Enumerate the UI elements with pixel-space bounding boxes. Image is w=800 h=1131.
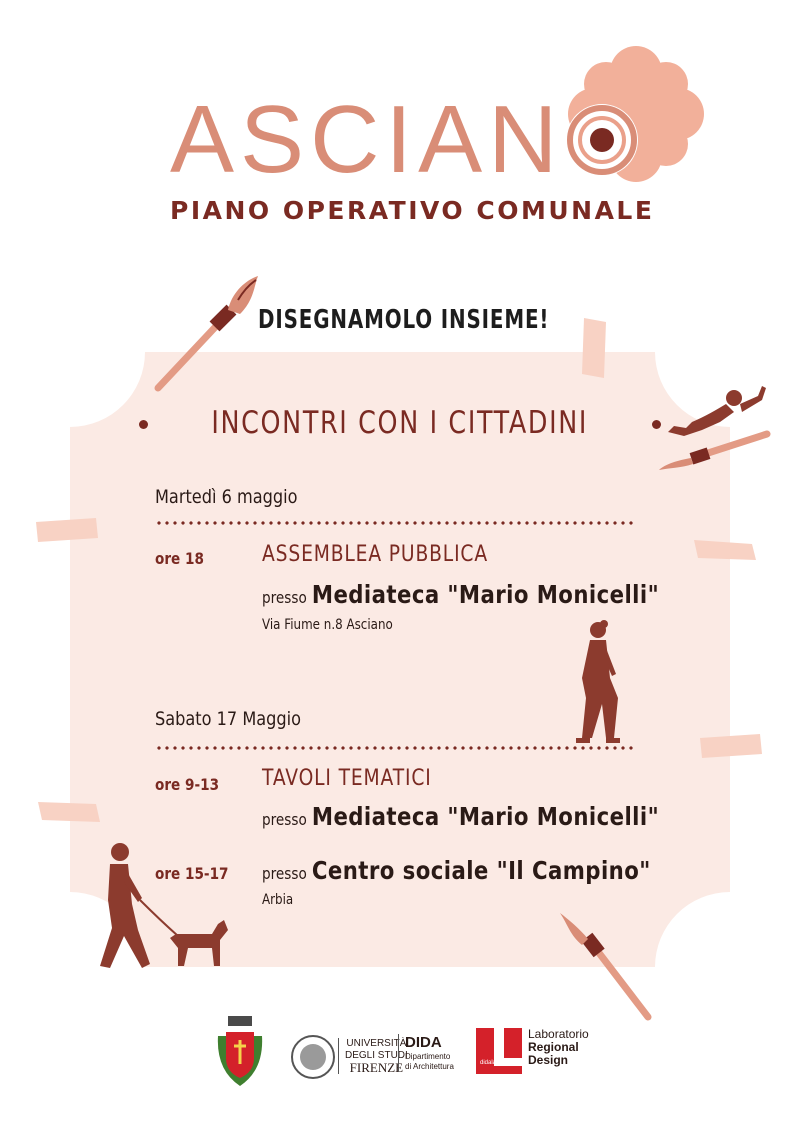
unifi-line: DEGLI STUDI — [345, 1050, 408, 1061]
event-date: Sabato 17 Maggio — [155, 708, 302, 730]
slogan: DISEGNAMOLO INSIEME! — [258, 305, 550, 335]
event-venue — [262, 802, 659, 831]
venue-prefix: presso — [262, 864, 307, 883]
event-address: Via Fiume n.8 Asciano — [262, 617, 393, 633]
tape-decoration — [36, 518, 98, 542]
walking-woman-icon — [566, 618, 626, 753]
lab-logo-icon — [476, 1028, 522, 1074]
page-subtitle: PIANO OPERATIVO COMUNALE — [170, 196, 655, 225]
dida-title: DIDA — [405, 1034, 442, 1051]
event-title: TAVOLI TEMATICI — [262, 766, 432, 791]
paintbrush-icon — [150, 270, 270, 395]
dotted-divider — [155, 746, 635, 750]
event-time: ore 15-17 — [155, 864, 229, 883]
tape-decoration — [700, 734, 762, 758]
page-title: ASCIAN — [170, 86, 564, 193]
dida-sub: di Architettura — [405, 1062, 454, 1071]
man-walking-dog-icon — [80, 840, 230, 972]
venue-prefix: presso — [262, 588, 307, 607]
venue-name: Centro sociale "Il Campino" — [311, 856, 651, 885]
bullet-icon — [139, 420, 148, 429]
bullet-icon — [652, 420, 661, 429]
meetings-heading-text: INCONTRI CON I CITTADINI — [211, 405, 589, 441]
lab-line: Design — [528, 1053, 569, 1067]
tape-decoration — [38, 800, 100, 824]
event-address: Arbia — [262, 892, 294, 908]
venue-name: Mediateca "Mario Monicelli" — [311, 580, 660, 609]
venue-prefix: presso — [262, 810, 307, 829]
university-seal-icon — [290, 1034, 336, 1080]
municipal-crest-icon — [212, 1016, 268, 1088]
dida-logo — [398, 1034, 454, 1072]
event-venue — [262, 580, 659, 609]
dida-sub: Dipartimento — [405, 1052, 451, 1061]
lab-line: Laboratorio — [528, 1027, 589, 1041]
dotted-divider — [155, 521, 635, 525]
partner-logos — [0, 1010, 800, 1110]
venue-name: Mediateca "Mario Monicelli" — [311, 802, 660, 831]
unifi-line: UNIVERSITÀ — [346, 1038, 407, 1049]
lab-text — [528, 1028, 589, 1067]
flower-o-logo — [566, 44, 706, 184]
event-time: ore 18 — [155, 549, 204, 568]
event-title: ASSEMBLEA PUBBLICA — [262, 542, 488, 567]
paintbrush-icon — [558, 905, 658, 1025]
lab-line: Regional — [528, 1040, 579, 1054]
event-date: Martedì 6 maggio — [155, 486, 298, 508]
event-time: ore 9-13 — [155, 775, 220, 794]
lab-small-text: didalabs — [480, 1060, 503, 1066]
meetings-heading — [0, 405, 800, 441]
tape-decoration — [694, 538, 756, 562]
event-venue — [262, 856, 651, 885]
tape-decoration — [578, 318, 610, 382]
unifi-line: FIRENZE — [349, 1060, 404, 1075]
